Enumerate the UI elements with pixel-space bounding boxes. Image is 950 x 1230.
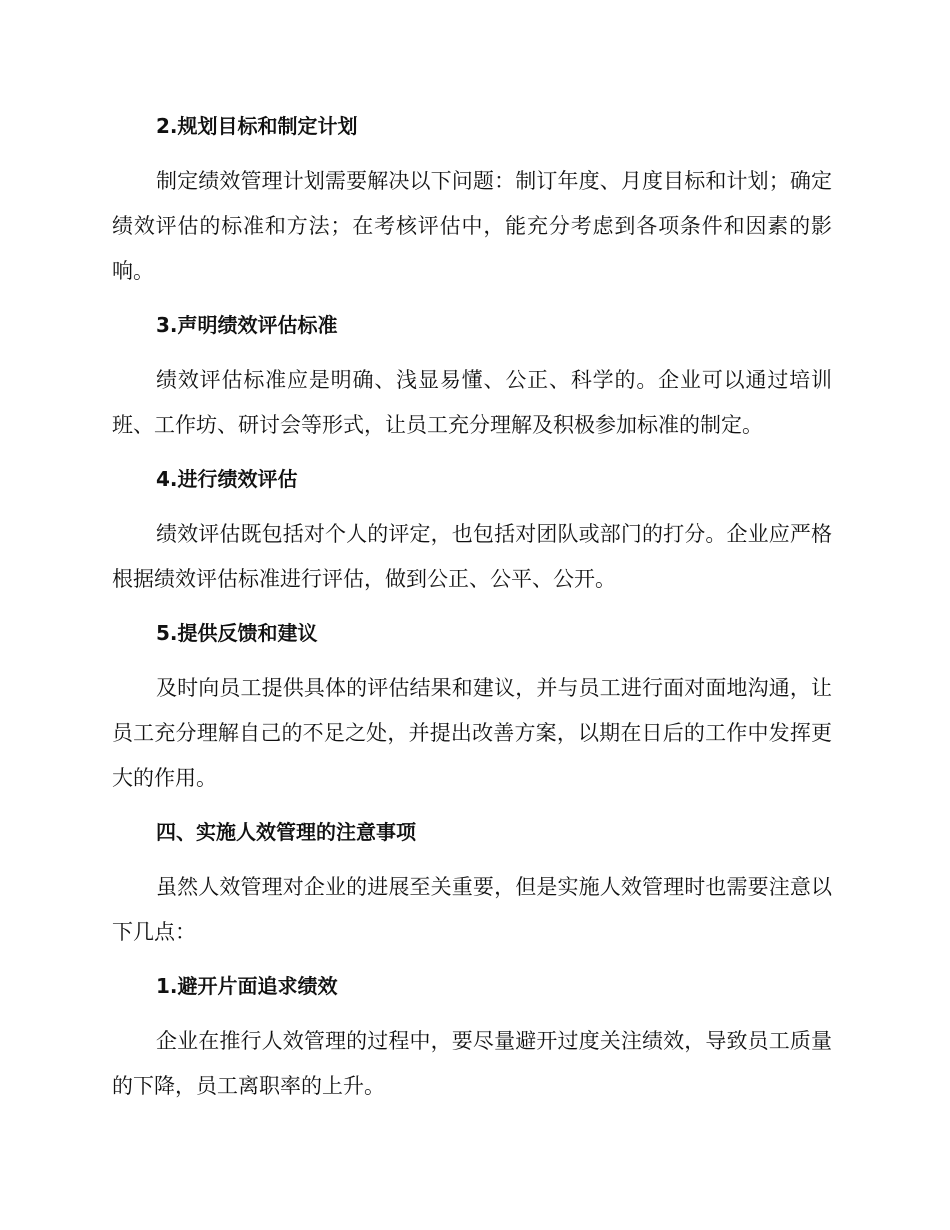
section-heading: 1.避开片面追求绩效 bbox=[156, 974, 338, 998]
section-paragraph: 绩效评估标准应是明确、浅显易懂、公正、科学的。企业可以通过培训班、工作坊、研讨会等形式，让员工充分理解及积极参加标准的制定。 bbox=[112, 368, 832, 437]
section-paragraph: 企业在推行人效管理的过程中，要尽量避开过度关注绩效，导致员工质量的下降，员工离职率的上升。 bbox=[112, 1029, 832, 1098]
document-body bbox=[112, 108, 832, 1109]
section-heading: 2.规划目标和制定计划 bbox=[156, 114, 358, 138]
section-paragraph: 虽然人效管理对企业的进展至关重要，但是实施人效管理时也需要注意以下几点： bbox=[112, 875, 832, 944]
section-paragraph: 绩效评估既包括对个人的评定，也包括对团队或部门的打分。企业应严格根据绩效评估标准进行评估，做到公正、公平、公开。 bbox=[112, 522, 832, 591]
section-heading: 5.提供反馈和建议 bbox=[156, 621, 318, 645]
section-heading: 四、实施人效管理的注意事项 bbox=[156, 820, 416, 844]
section-heading: 3.声明绩效评估标准 bbox=[156, 313, 338, 337]
section-paragraph: 制定绩效管理计划需要解决以下问题：制订年度、月度目标和计划；确定绩效评估的标准和方法；在考核评估中，能充分考虑到各项条件和因素的影响。 bbox=[112, 169, 832, 283]
section-heading: 4.进行绩效评估 bbox=[156, 467, 298, 491]
section-paragraph: 及时向员工提供具体的评估结果和建议，并与员工进行面对面地沟通，让员工充分理解自己的不足之处，并提出改善方案，以期在日后的工作中发挥更大的作用。 bbox=[112, 676, 832, 790]
